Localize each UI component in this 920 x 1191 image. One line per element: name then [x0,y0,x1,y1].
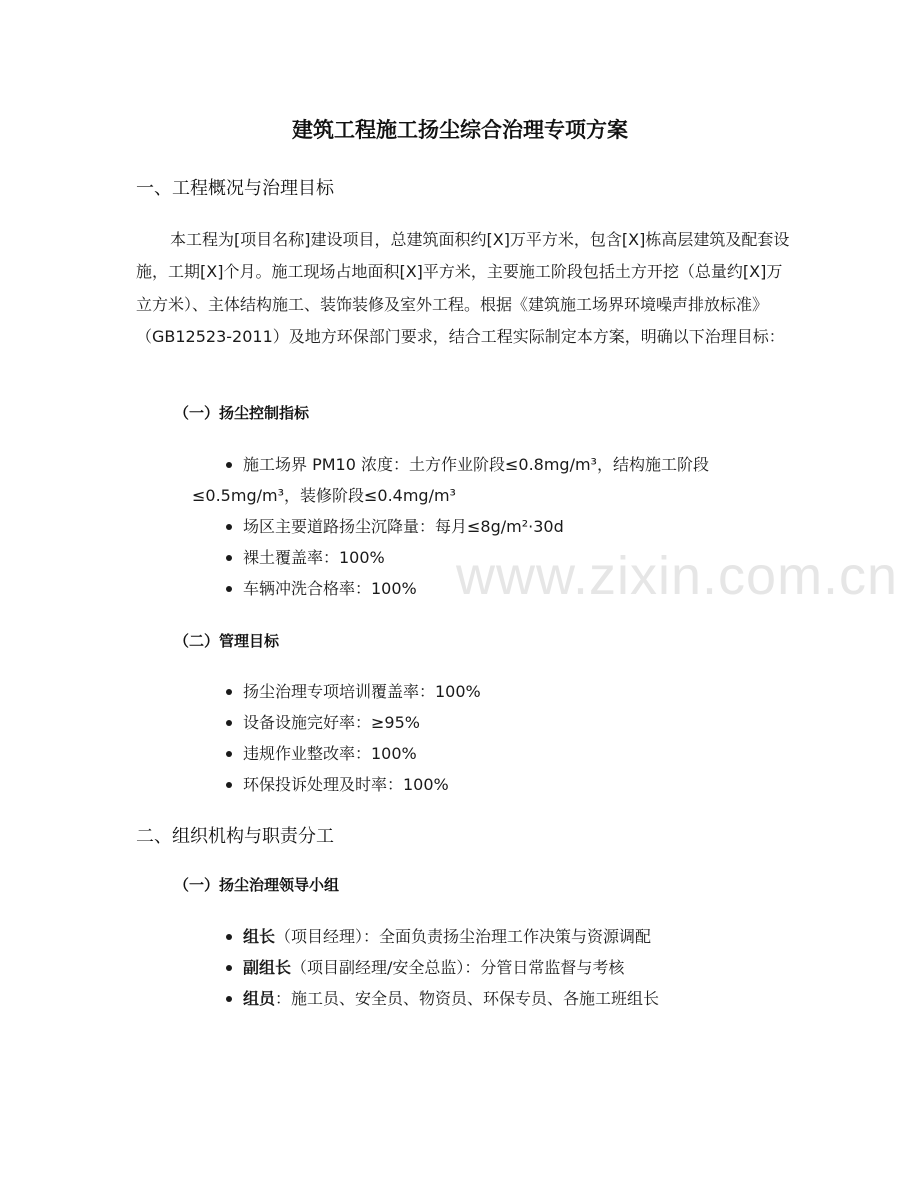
list-item [222,542,802,573]
list-item [222,738,802,769]
bullet-icon [226,524,232,530]
bullet-icon [226,996,232,1002]
bullet-icon [226,689,232,695]
list-item-text: 施工场界 PM10 浓度：土方作业阶段≤0.8mg/m³，结构施工阶段 [243,455,709,474]
leadership-group-list [222,921,802,1014]
list-item [222,511,802,542]
subsection-1-1-heading: （一）扬尘控制指标 [174,404,310,422]
dust-control-indicators-list [192,449,802,604]
role-description: （项目副经理/安全总监）：分管日常监督与考核 [291,958,625,977]
management-goals-list [222,676,802,800]
bullet-icon [226,751,232,757]
bullet-icon [226,720,232,726]
list-item [222,983,802,1014]
list-item-text-continued: ≤0.5mg/m³，装修阶段≤0.4mg/m³ [192,486,456,505]
bullet-icon [226,586,232,592]
list-item [222,921,802,952]
list-item-text: 扬尘治理专项培训覆盖率：100% [243,682,481,701]
document-title: 建筑工程施工扬尘综合治理专项方案 [292,118,628,142]
subsection-1-2-heading: （二）管理目标 [174,632,280,650]
section-1-heading: 一、工程概况与治理目标 [136,178,334,199]
section-2-heading: 二、组织机构与职责分工 [136,826,334,847]
watermark: www.zixin.com.cn [456,546,899,606]
bullet-icon [226,782,232,788]
bullet-icon [226,462,232,468]
bullet-icon [226,965,232,971]
role-description: ：施工员、安全员、物资员、环保专员、各施工班组长 [275,989,660,1008]
list-item [192,449,802,511]
list-item-text: 场区主要道路扬尘沉降量：每月≤8g/m²·30d [243,517,564,536]
list-item [222,707,802,738]
list-item [222,676,802,707]
list-item-text: 裸土覆盖率：100% [243,548,385,567]
subsection-2-1-heading: （一）扬尘治理领导小组 [174,876,340,894]
list-item [222,952,802,983]
section-1-paragraph: 本工程为[项目名称]建设项目，总建筑面积约[X]万平方米，包含[X]栋高层建筑及配套设施，工期[X]个月。施工现场占地面积[X]平方米，主要施工阶段包括土方开挖（总量约[X]万立方米）、主体结构施工、装饰装修及室外工程。根据《建筑施工场界环境噪声排放标准》（GB12523-2011）及地方环保部门要求，结合工程实际制定本方案，明确以下治理目标： [136,230,790,347]
bullet-icon [226,934,232,940]
role-description: （项目经理）：全面负责扬尘治理工作决策与资源调配 [275,927,652,946]
list-item-text: 设备设施完好率：≥95% [243,713,420,732]
list-item [222,573,802,604]
list-item-text: 违规作业整改率：100% [243,744,417,763]
bullet-icon [226,555,232,561]
role-label: 副组长 [243,958,292,977]
list-item-text: 车辆冲洗合格率：100% [243,579,417,598]
role-label: 组员 [243,989,276,1008]
list-item [222,769,802,800]
role-label: 组长 [243,927,276,946]
list-item-text: 环保投诉处理及时率：100% [243,775,449,794]
